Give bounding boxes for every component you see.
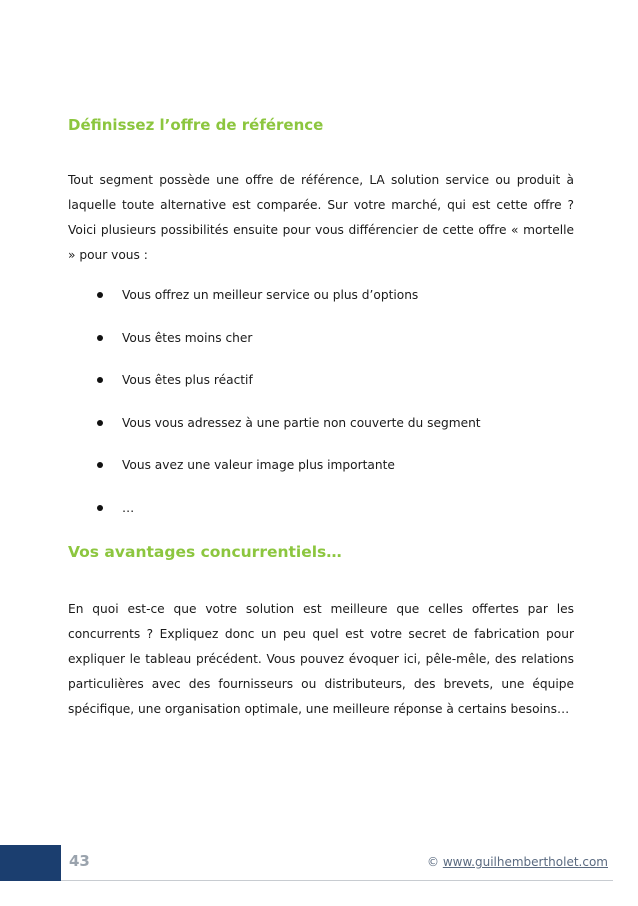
footer-divider	[61, 880, 613, 881]
website-link[interactable]: www.guilhembertholet.com	[442, 855, 608, 869]
list-item	[68, 327, 574, 370]
list-item-text: Vous êtes plus réactif	[122, 373, 253, 387]
bullet-icon	[97, 420, 103, 426]
section-heading-reference-offer: Définissez l’offre de référence	[68, 116, 324, 134]
section-heading-competitive-advantages: Vos avantages concurrentiels…	[68, 543, 342, 561]
copyright-notice	[427, 855, 608, 869]
section-paragraph-reference-offer: Tout segment possède une offre de référence, LA solution service ou produit à laquelle toute alternative est comparée. Sur votre marché, qui est cette offre ? Voici plusieurs possibilités ensuite pour vous différencier de cette offre « mortelle » pour vous :	[68, 173, 574, 262]
footer-accent-bar	[0, 845, 61, 881]
list-item	[68, 369, 574, 412]
list-item	[68, 284, 574, 327]
list-item	[68, 497, 574, 540]
bullet-icon	[97, 462, 103, 468]
list-item-text: Vous avez une valeur image plus importante	[122, 458, 395, 472]
section-paragraph-competitive-advantages: En quoi est-ce que votre solution est meilleure que celles offertes par les concurrents ? Expliquez donc un peu quel est votre secret de fabrication pour expliquer le tableau précédent. Vous pouvez évoquer ici, pêle-mêle, des relations particulières avec des fournisseurs ou distributeurs, des brevets, une équipe spécifique, une organisation optimale, une meilleure réponse à certains besoins…	[68, 602, 574, 716]
bullet-icon	[97, 505, 103, 511]
differentiation-bullet-list	[68, 284, 574, 539]
page-number: 43	[69, 852, 90, 870]
list-item-text: Vous vous adressez à une partie non couverte du segment	[122, 415, 481, 430]
bullet-icon	[97, 292, 103, 298]
list-item-text: Vous offrez un meilleur service ou plus d’options	[122, 288, 419, 302]
list-item-text: Vous êtes moins cher	[122, 330, 253, 345]
list-item-text: …	[122, 500, 135, 515]
list-item	[68, 454, 574, 497]
list-item	[68, 412, 574, 455]
bullet-icon	[97, 377, 103, 383]
copyright-icon: ©	[426, 855, 439, 869]
bullet-icon	[97, 335, 103, 341]
